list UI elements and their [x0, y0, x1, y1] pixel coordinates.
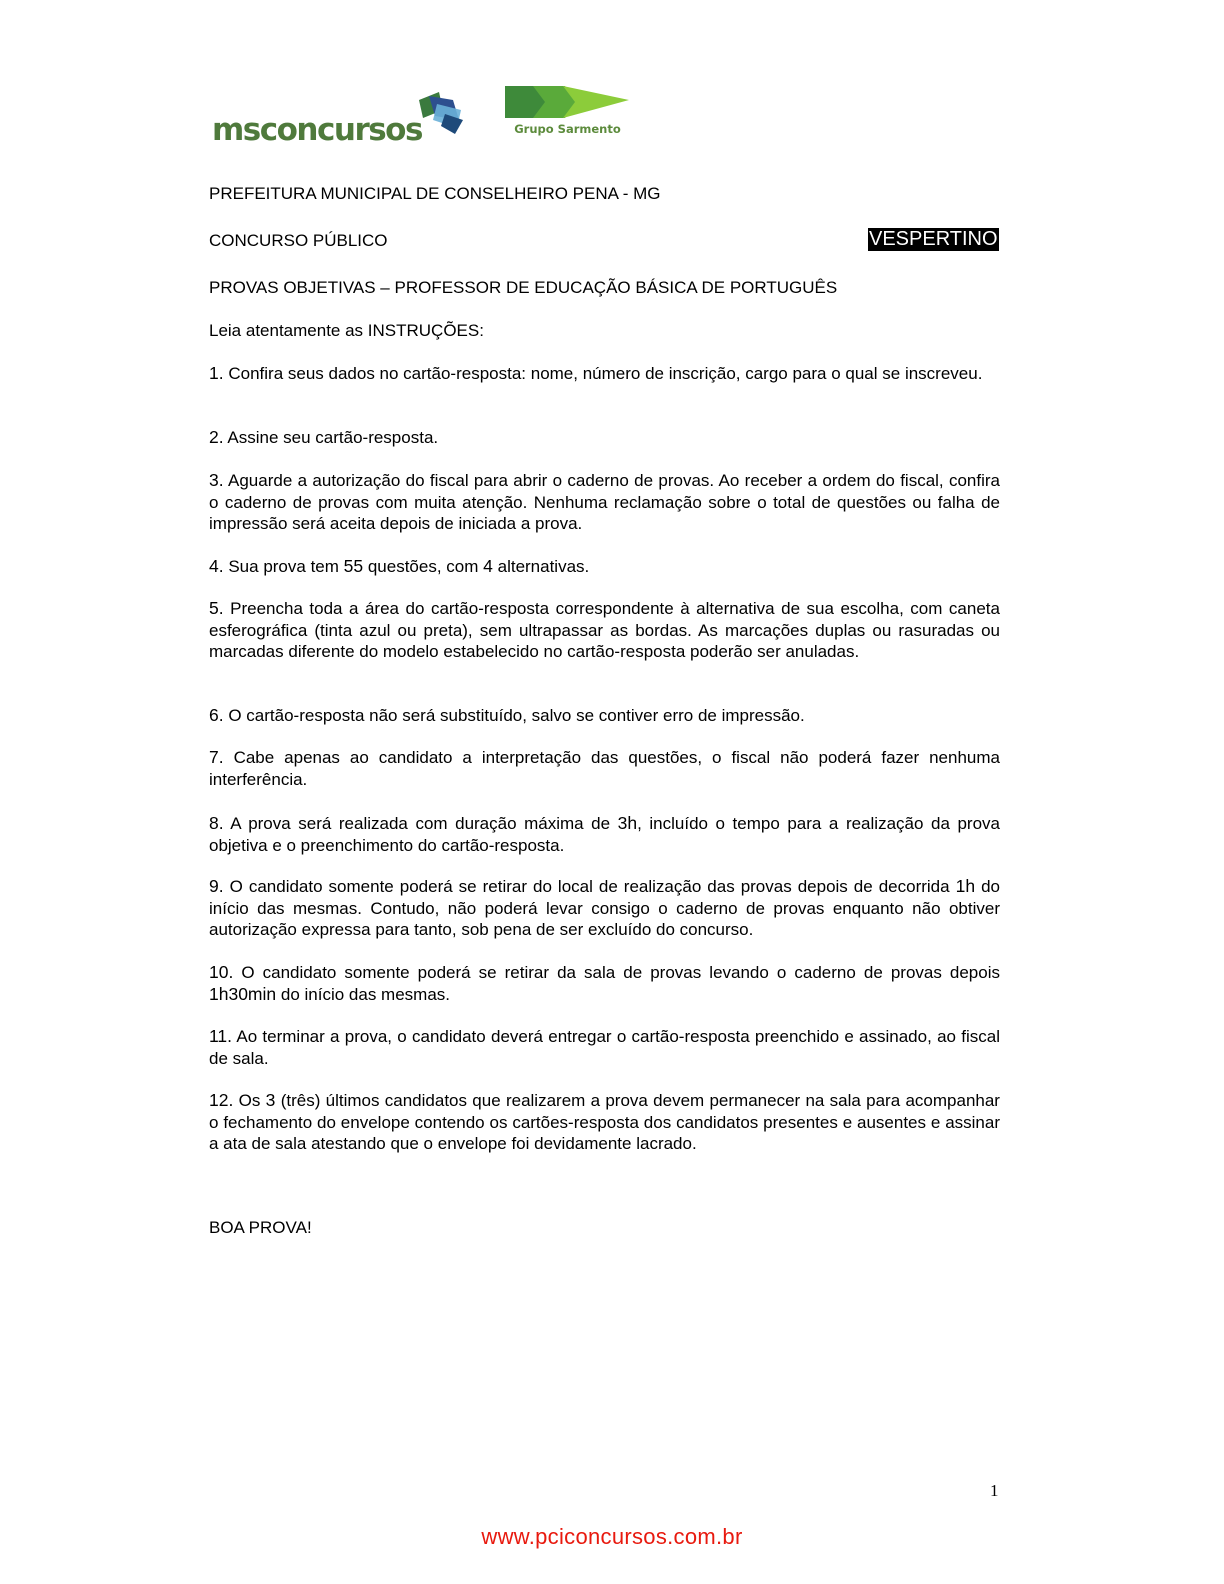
instruction-2 — [209, 427, 1000, 449]
prefeitura-title: PREFEITURA MUNICIPAL DE CONSELHEIRO PENA - MG — [209, 184, 661, 203]
instruction-12 — [209, 1090, 1000, 1155]
question-count: 55 — [343, 556, 364, 576]
instruction-text: A prova será realizada com duração máxima de — [230, 814, 611, 833]
instruction-text: Os — [238, 1091, 261, 1110]
instruction-text: , incluído o tempo para a realização da prova objetiva e o preenchimento do cartão-resposta. — [209, 814, 1000, 855]
footer-url[interactable]: www.pciconcursos.com.br — [481, 1524, 743, 1549]
instruction-11 — [209, 1026, 1000, 1069]
instruction-text: Aguarde a autorização do fiscal para abrir o caderno de provas. Ao receber a ordem do fiscal, confira o caderno de provas com muita atenção. Nenhuma reclamação sobre o total de questões ou falha de impressão será aceita depois de iniciada a prova. — [209, 471, 1001, 533]
instruction-9 — [209, 876, 1000, 941]
instruction-text: O candidato somente poderá se retirar do local de realização das provas depois de decorrida — [229, 877, 950, 896]
shift-badge: VESPERTINO — [869, 228, 998, 250]
instruction-text: do início das mesmas. — [280, 984, 451, 1004]
instruction-text: questões, com — [367, 557, 479, 576]
last-candidates-count: 3 — [265, 1090, 276, 1110]
instruction-4 — [209, 556, 1000, 578]
closing-text: BOA PROVA! — [209, 1218, 312, 1237]
instruction-text: do início das mesmas. Contudo, não poderá levar consigo o caderno de provas enquanto não obtiver autorização expressa para tanto, sob pena de ser excluído do concurso. — [209, 877, 1000, 939]
msconcursos-logo — [210, 78, 460, 153]
instruction-6 — [209, 705, 1000, 727]
alternatives-count: 4 — [483, 556, 493, 576]
page-number: 1 — [990, 1481, 999, 1500]
max-duration: 3h — [617, 813, 638, 833]
instruction-text: (três) últimos candidatos que realizarem a prova devem permanecer na sala para acompanhar o fechamento do envelope contendo os cartões-resposta dos candidatos presentes e ausentes e assinar a ata de sala atestando que o envelope foi devidamente lacrado. — [209, 1091, 1000, 1153]
header-logos — [210, 78, 650, 158]
instruction-number: 10. — [209, 962, 234, 982]
concurso-title: CONCURSO PÚBLICO — [209, 231, 388, 250]
instruction-text: Ao terminar a prova, o candidato deverá entregar o cartão-resposta preenchido e assinado, ao fiscal de sala. — [209, 1027, 1000, 1068]
instruction-number: 3. — [209, 470, 224, 490]
instruction-text: alternativas. — [497, 557, 590, 576]
instruction-7 — [209, 747, 1000, 790]
instruction-text: Preencha toda a área do cartão-resposta correspondente à alternativa de sua escolha, com caneta esferográfica (tinta azul ou preta), sem ultrapassar as bordas. As marcações duplas ou rasuradas ou marcadas diferente do modelo estabelecido no cartão-resposta poderão ser anuladas. — [209, 599, 1000, 661]
instruction-number: 9. — [209, 876, 224, 896]
instruction-number: 11. — [209, 1026, 233, 1046]
grupo-sarmento-logo-text: Grupo Sarmento — [514, 122, 621, 136]
instruction-number: 4. — [209, 556, 224, 576]
grupo-sarmento-logo — [505, 82, 645, 147]
flag-emblem-icon — [415, 90, 465, 135]
min-duration: 1h — [955, 876, 976, 896]
msconcursos-logo-text: msconcursos — [212, 112, 422, 148]
instruction-number: 6. — [209, 705, 224, 725]
arrows-emblem-icon — [505, 82, 630, 122]
instruction-number: 2. — [209, 427, 224, 447]
instruction-text: Cabe apenas ao candidato a interpretação das questões, o fiscal não poderá fazer nenhuma interferência. — [209, 748, 1000, 789]
instruction-text: Sua prova tem — [228, 557, 339, 576]
instruction-1 — [209, 363, 1000, 385]
instruction-text: O cartão-resposta não será substituído, salvo se contiver erro de impressão. — [228, 706, 805, 725]
instruction-10 — [209, 962, 1000, 1005]
exam-title: PROVAS OBJETIVAS – PROFESSOR DE EDUCAÇÃO BÁSICA DE PORTUGUÊS — [209, 278, 838, 297]
instruction-number: 5. — [209, 598, 224, 618]
instruction-text: O candidato somente poderá se retirar da sala de provas levando o caderno de provas depois — [241, 963, 1000, 982]
instruction-number: 7. — [209, 747, 224, 767]
instruction-5 — [209, 598, 1000, 663]
instruction-number: 8. — [209, 813, 224, 833]
instructions-heading: Leia atentamente as INSTRUÇÕES: — [209, 321, 484, 340]
instruction-8 — [209, 813, 1000, 856]
instruction-number: 1. — [209, 363, 224, 383]
booklet-duration: 1h30min — [209, 983, 277, 1004]
instruction-text: Confira seus dados no cartão-resposta: nome, número de inscrição, cargo para o qual se inscreveu. — [228, 364, 983, 383]
instruction-3 — [209, 470, 1000, 535]
instruction-number: 12. — [209, 1090, 234, 1110]
instruction-text: Assine seu cartão-resposta. — [227, 428, 439, 447]
